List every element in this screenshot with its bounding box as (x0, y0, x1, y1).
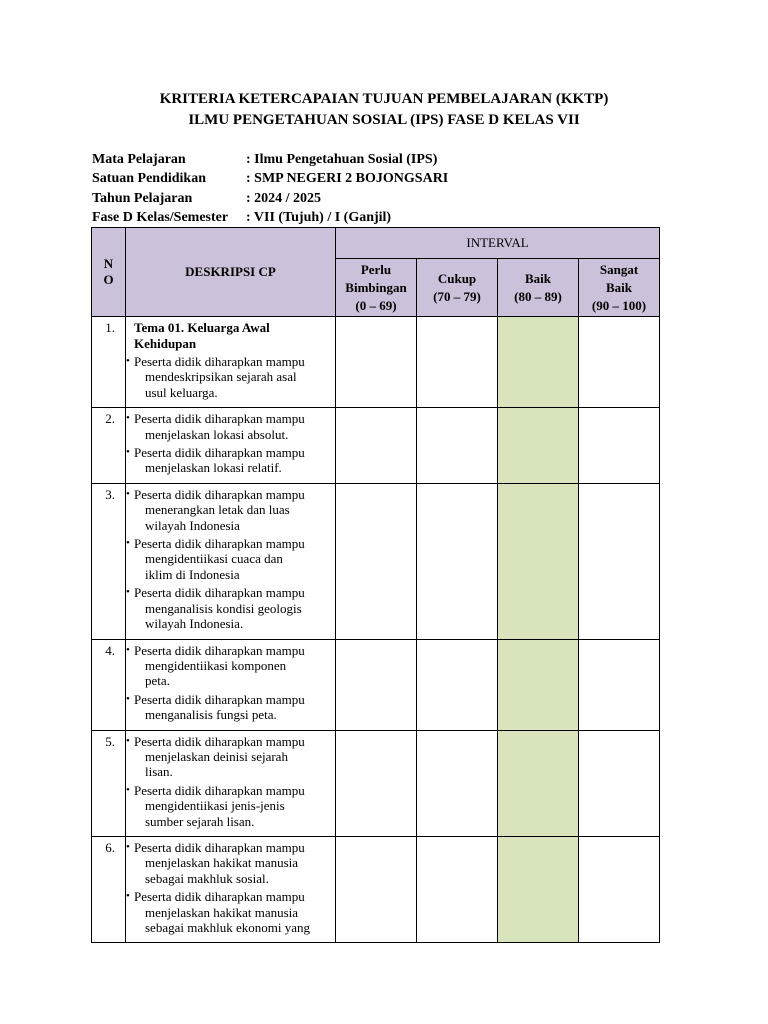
item-text: menganalisis fungsi peta. (145, 707, 277, 723)
cell-cukup[interactable] (417, 317, 498, 408)
meta-key: Mata Pelajaran (92, 152, 186, 167)
item-text: Peserta didik diharapkan mampu (134, 445, 305, 461)
topic-line: Kehidupan (134, 336, 197, 351)
header-line: Baik (524, 270, 551, 286)
cell-baik[interactable] (498, 836, 579, 942)
cell-perlu-bimbingan[interactable] (336, 483, 417, 639)
meta-key: Satuan Pendidikan (92, 171, 206, 187)
cell-baik[interactable] (498, 730, 579, 836)
list-item (126, 585, 331, 632)
cell-sangat-baik[interactable] (579, 730, 660, 836)
bullet-icon: • (126, 412, 130, 425)
kktp-table (91, 227, 660, 943)
row-number: 6. (92, 836, 126, 942)
row-number: 1. (92, 317, 126, 408)
item-text: Peserta didik diharapkan mampu (134, 889, 305, 905)
bullet-icon: • (126, 446, 130, 459)
cell-cukup[interactable] (417, 408, 498, 484)
item-text: usul keluarga. (145, 384, 218, 400)
bullet-icon: • (126, 840, 130, 853)
cell-cukup[interactable] (417, 639, 498, 730)
meta-row-subject (92, 150, 448, 169)
topic-title (132, 320, 331, 352)
table-header (92, 228, 660, 317)
item-text: Peserta didik diharapkan mampu (134, 839, 305, 855)
row-description (126, 836, 336, 942)
item-text: Peserta didik diharapkan mampu (134, 354, 305, 369)
item-text: Peserta didik diharapkan mampu (134, 642, 305, 658)
item-text: Peserta didik diharapkan mampu (134, 733, 305, 749)
cell-baik[interactable] (498, 408, 579, 484)
header-line: Cukup (437, 270, 477, 286)
topic-line: Tema 01. Keluarga Awal (134, 320, 270, 335)
bullet-icon: • (126, 734, 130, 747)
cell-perlu-bimbingan[interactable] (336, 730, 417, 836)
meta-row-school (92, 169, 448, 188)
header-no-line: O (103, 272, 114, 287)
item-text: mengidentiikasi jenis-jenis (145, 798, 285, 814)
table-row (92, 408, 660, 484)
header-line: Baik (606, 279, 633, 295)
document-title-line-2: ILMU PENGETAHUAN SOSIAL (IPS) FASE D KELAS VII (188, 112, 580, 128)
item-text: sumber sejarah lisan. (145, 813, 255, 829)
cell-perlu-bimbingan[interactable] (336, 836, 417, 942)
bullet-icon: • (126, 643, 130, 656)
item-text: mengidentiikasi cuaca dan (145, 551, 283, 567)
header-baik (498, 259, 579, 317)
item-text: wilayah Indonesia (145, 517, 240, 533)
cell-perlu-bimbingan[interactable] (336, 408, 417, 484)
list-item (126, 411, 331, 442)
table-row (92, 639, 660, 730)
item-text: menerangkan letak dan luas (145, 502, 290, 518)
row-description (126, 639, 336, 730)
bullet-icon: • (126, 586, 130, 599)
header-description: DESKRIPSI CP (126, 228, 336, 317)
header-no-line: N (103, 256, 114, 271)
bullet-icon: • (126, 355, 130, 367)
item-text: menjelaskan lokasi relatif. (145, 460, 282, 476)
cell-baik[interactable] (498, 639, 579, 730)
item-text: sebagai makhluk sosial. (145, 870, 269, 886)
item-text: Peserta didik diharapkan mampu (134, 411, 305, 427)
row-description (126, 317, 336, 408)
item-text: menjelaskan lokasi absolut. (145, 426, 289, 442)
document-title-line-1: KRITERIA KETERCAPAIAN TUJUAN PEMBELAJARAN (KKTP) (159, 91, 609, 107)
meta-key: Fase D Kelas/Semester (92, 209, 229, 225)
list-item (126, 536, 331, 582)
header-line: (80 – 89) (514, 288, 562, 304)
cell-perlu-bimbingan[interactable] (336, 317, 417, 408)
row-description (126, 730, 336, 836)
item-text: menganalisis kondisi geologis (145, 600, 302, 616)
header-line: (0 – 69) (355, 297, 397, 313)
list-item (126, 889, 331, 935)
item-text: mengidentiikasi komponen (145, 657, 287, 673)
table-row (92, 317, 660, 408)
row-description (126, 483, 336, 639)
cell-sangat-baik[interactable] (579, 836, 660, 942)
header-line: Sangat (599, 261, 639, 277)
item-text: lisan. (145, 764, 173, 780)
list-item (126, 691, 331, 723)
item-text: menjelaskan hakikat manusia (145, 855, 299, 871)
bullet-icon: • (126, 487, 130, 500)
header-cukup (417, 259, 498, 317)
list-item (126, 354, 331, 400)
document-meta (92, 150, 448, 227)
header-line: (90 – 100) (591, 297, 647, 313)
list-item (126, 733, 331, 780)
meta-key: Tahun Pelajaran (92, 190, 193, 206)
header-line: Perlu (360, 261, 392, 277)
row-number: 5. (92, 730, 126, 836)
row-number: 2. (92, 408, 126, 484)
header-line: (70 – 79) (433, 288, 481, 304)
row-number: 4. (92, 639, 126, 730)
meta-value: : VII (Tujuh) / I (Ganjil) (246, 209, 392, 225)
list-item (126, 839, 331, 886)
meta-value: : SMP NEGERI 2 BOJONGSARI (246, 171, 449, 187)
cell-cukup[interactable] (417, 483, 498, 639)
table-row (92, 836, 660, 942)
list-item (126, 782, 331, 829)
meta-value: : Ilmu Pengetahuan Sosial (IPS) (246, 152, 438, 167)
bullet-icon: • (126, 537, 130, 550)
header-interval: INTERVAL (336, 228, 660, 259)
cell-sangat-baik[interactable] (579, 483, 660, 639)
item-text: sebagai makhluk ekonomi yang (145, 920, 310, 935)
cell-baik[interactable] (498, 483, 579, 639)
cell-sangat-baik[interactable] (579, 639, 660, 730)
header-perlu-bimbingan (336, 259, 417, 317)
meta-row-year (92, 189, 448, 208)
bullet-icon: • (126, 783, 130, 796)
item-text: menjelaskan deinisi sejarah (145, 748, 288, 764)
list-item (126, 445, 331, 476)
meta-value: : 2024 / 2025 (246, 190, 322, 206)
item-text: Peserta didik diharapkan mampu (134, 691, 305, 707)
header-line: Bimbingan (345, 279, 407, 295)
item-text: Peserta didik diharapkan mampu (134, 782, 305, 798)
header-no (92, 228, 126, 317)
item-text: Peserta didik diharapkan mampu (134, 536, 305, 552)
item-text: Peserta didik diharapkan mampu (134, 486, 305, 502)
table-row (92, 730, 660, 836)
cell-cukup[interactable] (417, 836, 498, 942)
cell-perlu-bimbingan[interactable] (336, 639, 417, 730)
item-text: iklim di Indonesia (145, 566, 240, 582)
cell-cukup[interactable] (417, 730, 498, 836)
item-text: menjelaskan hakikat manusia (145, 904, 299, 920)
item-text: mendeskripsikan sejarah asal (145, 369, 297, 385)
item-text: peta. (145, 673, 170, 689)
meta-row-class-semester (92, 208, 448, 227)
cell-sangat-baik[interactable] (579, 317, 660, 408)
table-row (92, 483, 660, 639)
header-sangat-baik (579, 259, 660, 317)
item-text: wilayah Indonesia. (145, 616, 244, 632)
cell-sangat-baik[interactable] (579, 408, 660, 484)
list-item (126, 486, 331, 533)
bullet-icon: • (126, 890, 130, 903)
row-description (126, 408, 336, 484)
cell-baik[interactable] (498, 317, 579, 408)
row-number: 3. (92, 483, 126, 639)
list-item (126, 642, 331, 689)
bullet-icon: • (126, 692, 130, 705)
item-text: Peserta didik diharapkan mampu (134, 585, 305, 601)
